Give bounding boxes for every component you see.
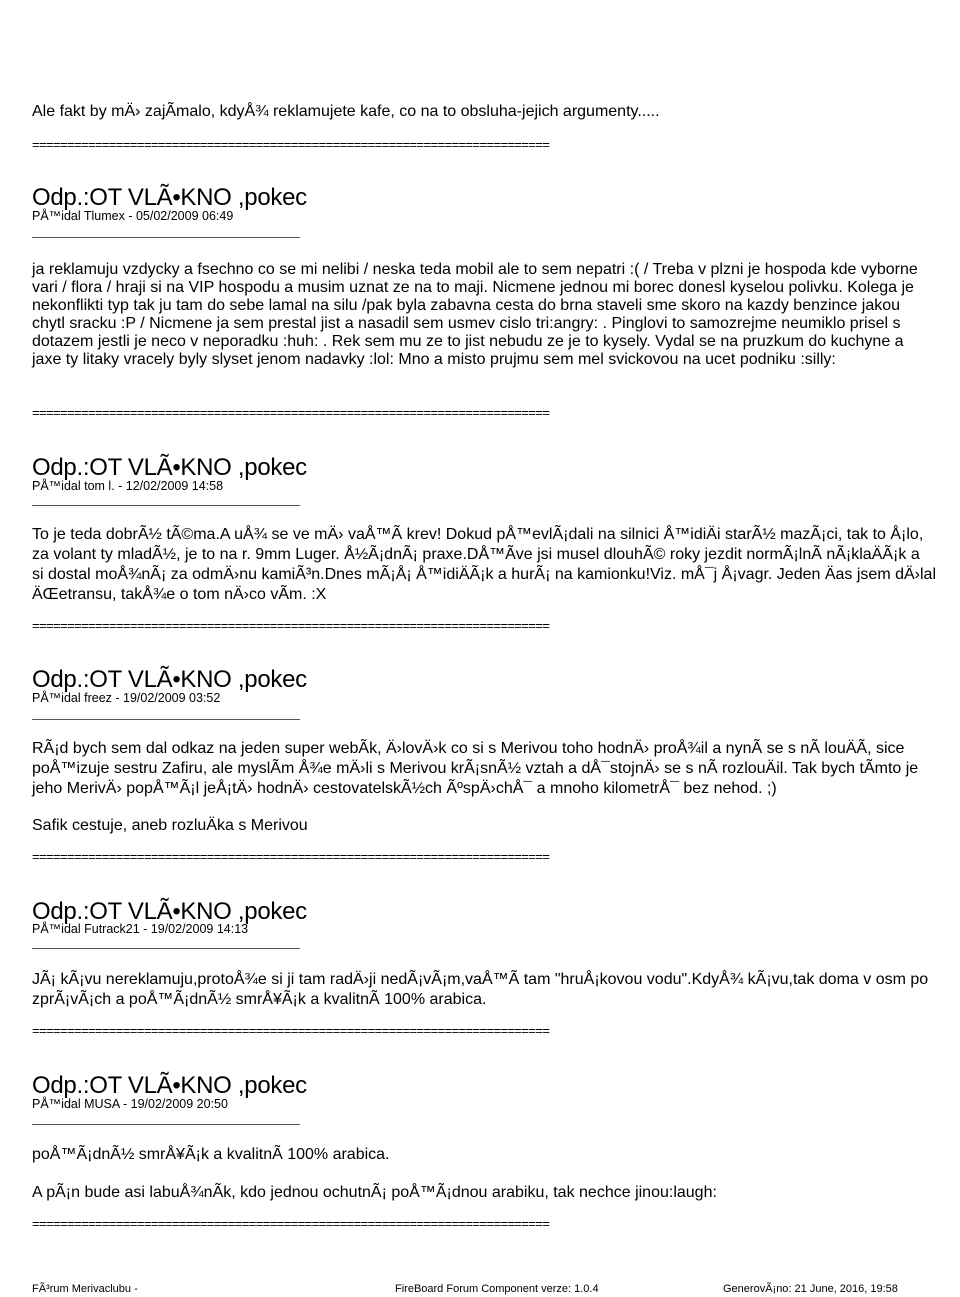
post-title: Odp.:OT VLÃ•KNO ,pokec [32,1072,307,1099]
post-title: Odp.:OT VLÃ•KNO ,pokec [32,184,307,211]
post-meta: PÅ™idal Tlumex - 05/02/2009 06:49 [32,209,234,223]
divider [32,505,300,506]
post-title: Odp.:OT VLÃ•KNO ,pokec [32,666,307,693]
footer-left: FÃ³rum Merivaclubu - [32,1283,138,1295]
separator: ========================================================================== [32,405,550,420]
post-line: si dostal moÅ¾nÃ¡ za odmÄ›nu kamiÃ³n.Dnes mÃ¡Å¡ Å™idiÄÃ¡k a hurÃ¡ na kamionku!Viz. mÅ¯j Å¡vagr. Jeden Äas jsem dÄ›lal [32,566,936,583]
footer-right: GenerovÃ¡no: 21 June, 2016, 19:58 [723,1283,898,1295]
divider [32,237,300,238]
post-line: poÅ™izuje sestru Zafiru, ale myslÃm Å¾e mÄ›li s Merivou krÃ¡snÃ½ vztah a dÅ¯stojnÄ› se s nÃ rozlouÄil. Tak bych tÃmto je [32,760,919,777]
post-line: RÃ¡d bych sem dal odkaz na jeden super webÃk, Ä›lovÄ›k co si s Merivou toho hodnÄ› proÅ¾il a nynÃ se s nÃ louÄÃ, sice [32,740,905,757]
post-body: ja reklamuju vzdycky a fsechno co se mi nelibi / neska teda mobil ale to sem nepatri :( / Treba v plzni je hospoda kde vyborne vari / flora / hraji si na VIP hospodu a musim uznat ze na to maji. Nicmene jednou mi borec donesl kyselou polivku. Kolega je nekonflikti typ tak ju tam do sebe lamal na silu /pak byla zabavna cesta do brna staveli sme skoro na kazdy benzince jakou chytl sracku :P / Nicmene ja sem prestal jist a nasadil sem usmev cislo tri:angry: . Pinglovi to samozrejme neumiklo prisel s dotazem jestli je neco v neporadku :huh: . Rek sem mu ze to jist nebudu ze je to kysely. Vydal se na pruzkum do kuchyne a jaxe ty litaky vracely byly slyset jenom nadavky :lol: Mno a misto prujmu sem mel svickovou na ucet podniku :silly: [32,261,918,368]
post-line: JÃ¡ kÃ¡vu nereklamuju,protoÅ¾e si ji tam radÄ›ji nedÃ¡vÃ¡m,vaÅ™Ã tam "hruÅ¡kovou vodu".KdyÅ¾ kÃ¡vu,tak doma v osm po [32,971,929,988]
separator: ========================================================================== [32,849,550,864]
post-line: ÄŒetransu, takÅ¾e o tom nÄ›co vÃm. :X [32,586,327,603]
post-link-text: Safik cestuje, aneb rozluÄka s Merivou [32,817,308,834]
separator: ========================================================================== [32,1216,550,1231]
post-meta: PÅ™idal MUSA - 19/02/2009 20:50 [32,1097,228,1111]
post-title: Odp.:OT VLÃ•KNO ,pokec [32,898,307,925]
post-line: poÅ™Ã¡dnÃ½ smrÅ¥Ã¡k a kvalitnÃ 100% arabica. [32,1146,390,1163]
footer-center: FireBoard Forum Component verze: 1.0.4 [395,1283,599,1295]
post-meta: PÅ™idal Futrack21 - 19/02/2009 14:13 [32,922,249,936]
post-meta: PÅ™idal freez - 19/02/2009 03:52 [32,691,221,705]
post-line: jeho MerivÄ› popÅ™Ã¡l jeÅ¡tÄ› hodnÄ› cestovatelskÃ½ch ÃºspÄ›chÅ¯ a mnoho kilometrÅ¯ bez nehod. ;) [32,780,777,797]
post-line: To je teda dobrÃ½ tÃ©ma.A uÅ¾ se ve mÄ› vaÅ™Ã krev! Dokud pÅ™evlÃ¡dali na silnici Å™idiÄi starÃ½ mazÃ¡ci, tak to Å¡lo, [32,526,924,543]
separator: ========================================================================== [32,137,550,152]
post-line: zprÃ¡vÃ¡ch a poÅ™Ã¡dnÃ½ smrÅ¥Ã¡k a kvalitnÃ 100% arabica. [32,991,487,1008]
post-title: Odp.:OT VLÃ•KNO ,pokec [32,454,307,481]
separator: ========================================================================== [32,1023,550,1038]
divider [32,719,300,720]
post-line: A pÃ¡n bude asi labuÅ¾nÃk, kdo jednou ochutnÃ¡ poÅ™Ã¡dnou arabiku, tak nechce jinou:laugh: [32,1184,717,1201]
post-line: za volant ty mladÃ½, je to na r. 9mm Luger. Å½Ã¡dnÃ¡ praxe.DÅ™Ãve jsi musel dlouhÃ© roky jezdit normÃ¡lnÃ nÃ¡klaÄÃ¡k a [32,546,920,563]
divider [32,948,300,949]
separator: ========================================================================== [32,618,550,633]
post-meta: PÅ™idal tom l. - 12/02/2009 14:58 [32,479,224,493]
intro-text: Ale fakt by mÄ› zajÃmalo, kdyÅ¾ reklamujete kafe, co na to obsluha-jejich argumenty..... [32,103,660,120]
divider [32,1124,300,1125]
